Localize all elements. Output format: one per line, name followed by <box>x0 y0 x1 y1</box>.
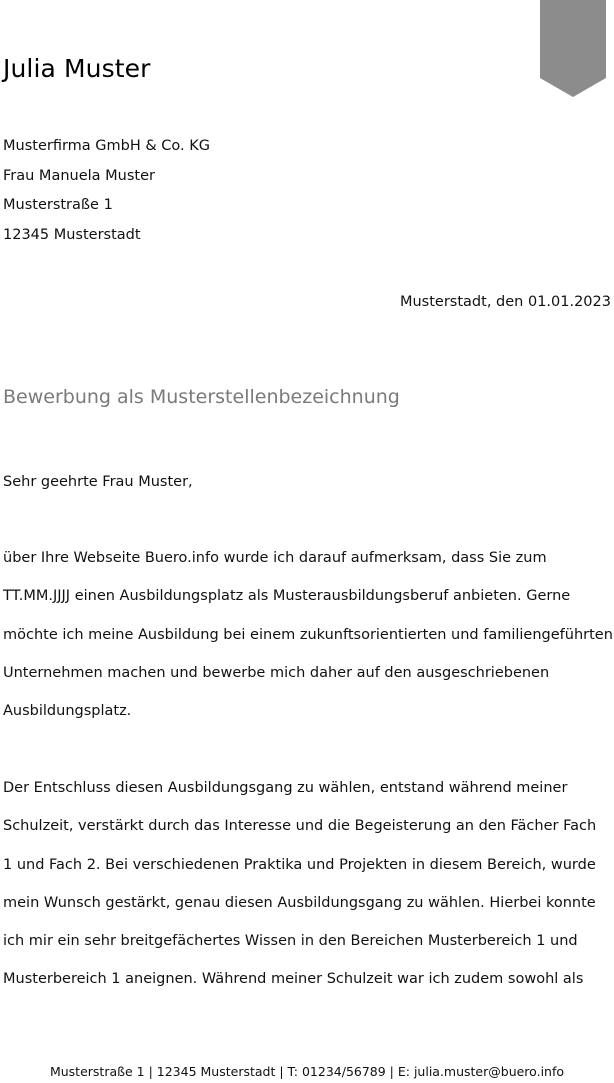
paragraph-line: 1 und Fach 2. Bei verschiedenen Praktika und Projekten in diesem Bereich, wurde <box>3 856 596 873</box>
footer-contact: Musterstraße 1 | 12345 Musterstadt | T: 01234/56789 | E: julia.muster@buero.info <box>49 1064 565 1079</box>
paragraph-line: Ausbildungsplatz. <box>3 703 132 720</box>
recipient-street: Musterstraße 1 <box>3 197 113 213</box>
body-paragraph-1 <box>3 539 613 730</box>
paragraph-line: möchte ich meine Ausbildung bei einem zukunftsorientierten und familiengeführten <box>3 626 613 643</box>
paragraph-line: Der Entschluss diesen Ausbildungsgang zu wählen, entstand während meiner <box>3 780 568 796</box>
bookmark-ribbon-shape <box>540 0 606 97</box>
letter-subject: Bewerbung als Musterstellenbezeichnung <box>3 386 400 408</box>
paragraph-line: TT.MM.JJJJ einen Ausbildungsplatz als Musterausbildungsberuf anbieten. Gerne <box>3 588 571 605</box>
recipient-address <box>3 132 210 250</box>
sender-name: Julia Muster <box>3 54 151 83</box>
salutation: Sehr geehrte Frau Muster, <box>3 474 193 490</box>
paragraph-line: Schulzeit, verstärkt durch das Interesse und die Begeisterung an den Fächer Fach <box>3 818 597 835</box>
paragraph-line: über Ihre Webseite Buero.info wurde ich darauf aufmerksam, dass Sie zum <box>3 550 547 566</box>
paragraph-line: Unternehmen machen und bewerbe mich daher auf den ausgeschriebenen <box>3 664 550 681</box>
paragraph-line: Musterbereich 1 aneignen. Während meiner Schulzeit war ich zudem sowohl als <box>3 971 584 988</box>
body-paragraph-2 <box>3 769 596 999</box>
paragraph-line: mein Wunsch gestärkt, genau diesen Ausbildungsgang zu wählen. Hierbei konnte <box>3 894 596 911</box>
recipient-company: Musterfirma GmbH & Co. KG <box>3 138 210 154</box>
recipient-person: Frau Manuela Muster <box>3 167 155 184</box>
paragraph-line: ich mir ein sehr breitgefächertes Wissen in den Bereichen Musterbereich 1 und <box>3 933 578 950</box>
bookmark-ribbon-icon <box>540 0 606 97</box>
date-line: Musterstadt, den 01.01.2023 <box>399 294 611 310</box>
recipient-city: 12345 Musterstadt <box>3 226 141 243</box>
